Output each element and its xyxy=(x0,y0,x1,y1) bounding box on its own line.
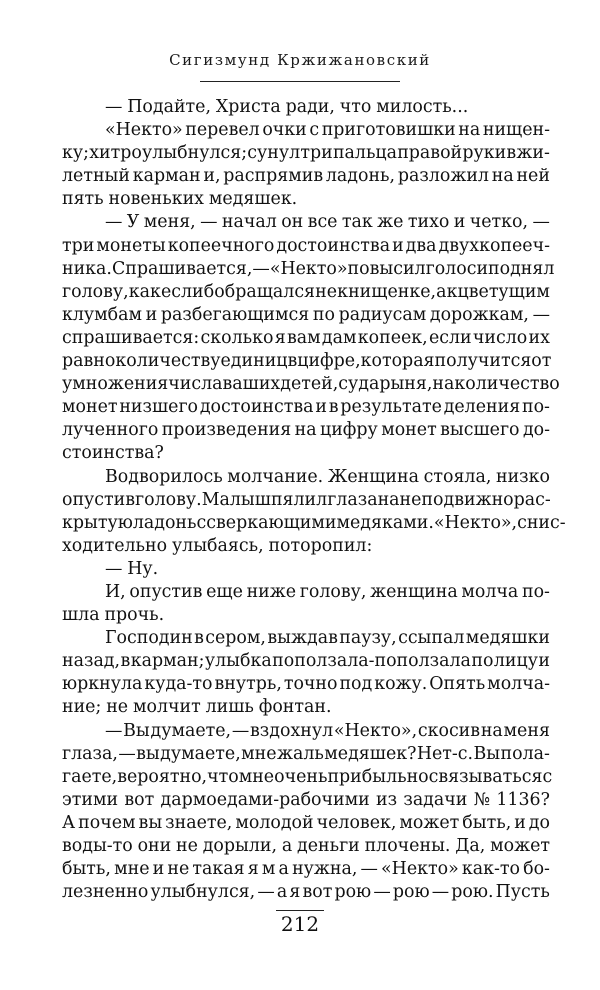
footer-rule xyxy=(276,910,324,911)
text-line: голову, как если б обращался не к нищенке, а к цветущим xyxy=(62,281,550,302)
text-line: — Вы думаете, — вздохнул «Некто», скосив на меня xyxy=(105,720,550,741)
text-line: крытую ладонь с сверкающими медяками. «Некто», снис- xyxy=(62,512,566,533)
text-line: ку; хитро улыбнулся; сунул три пальца правой руки в жи- xyxy=(62,143,550,164)
text-line: Господин в сером, выждав паузу, ссыпал медяшки xyxy=(105,628,550,649)
text-line: — Подайте, Христа ради, что милость... xyxy=(105,97,469,117)
text-line: назад, в карман; улыбка поползала-поползала по лицу и xyxy=(62,651,550,672)
text-line: равно количеству единиц в цифре, которая получится от xyxy=(62,351,552,372)
text-line: опустив голову. Малыш пялил глаза на неподвижно рас- xyxy=(62,489,551,510)
text-line: И, опустив еще ниже голову, женщина молча по- xyxy=(105,581,550,602)
text-line: — У меня, — начал он все так же тихо и четко, — xyxy=(105,212,550,233)
text-line: гаете, вероятно, что мне очень прибыльно связываться с xyxy=(62,766,553,787)
text-line: лезненно улыбнулся, — а я вот рою — рою — рою. Пусть xyxy=(62,882,550,903)
body-text xyxy=(62,96,566,904)
text-line: клумбам и разбегающимся по радиусам дорожкам, — xyxy=(62,304,550,325)
text-line: ника. Спрашивается, — «Некто» повысил голос и поднял xyxy=(62,258,555,279)
page-number: 212 xyxy=(280,912,320,936)
text-line: А почем вы знаете, молодой человек, может быть, и до xyxy=(62,812,550,833)
text-line: лученного произведения на цифру монет высшего до- xyxy=(62,420,550,441)
text-line: пять новеньких медяшек. xyxy=(62,189,298,210)
text-line: быть, мне и не такая я м а нужна, — «Некто» как-то бо- xyxy=(62,859,550,880)
text-line: Водворилось молчание. Женщина стояла, низко xyxy=(105,466,550,487)
text-line: воды-то они не дорыли, а деньги плочены. Да, может xyxy=(62,836,550,856)
header-rule xyxy=(200,81,400,82)
text-line: ние; не молчит лишь фонтан. xyxy=(62,697,332,718)
text-line: — Ну. xyxy=(105,558,159,579)
running-head-author: Сигизмунд Кржижановский xyxy=(169,51,431,69)
text-line: три монеты копеечного достоинства и два двухкопееч- xyxy=(62,235,550,256)
text-line: шла прочь. xyxy=(62,605,165,626)
text-line: спрашивается: сколько я вам дам копеек, если число их xyxy=(62,327,550,348)
text-line: умножения числа ваших детей, сударыня, на количество xyxy=(62,374,560,395)
text-line: летный карман и, распрямив ладонь, разложил на ней xyxy=(62,166,550,187)
text-line: стоинства? xyxy=(62,443,164,464)
text-line: монет низшего достоинства и в результате деления по- xyxy=(62,397,550,418)
text-line: «Некто» перевел очки с приготовишки на нищен- xyxy=(105,120,550,141)
text-line: ходительно улыбаясь, поторопил: xyxy=(62,535,373,556)
text-line: этими вот дармоедами-рабочими из задачи № 1136? xyxy=(62,789,550,810)
text-line: глаза, — вы думаете, мне жаль медяшек? Нет-с. Вы пола- xyxy=(62,743,550,764)
text-line: юркнула куда-то внутрь, точно под кожу. Опять молча- xyxy=(62,674,550,695)
